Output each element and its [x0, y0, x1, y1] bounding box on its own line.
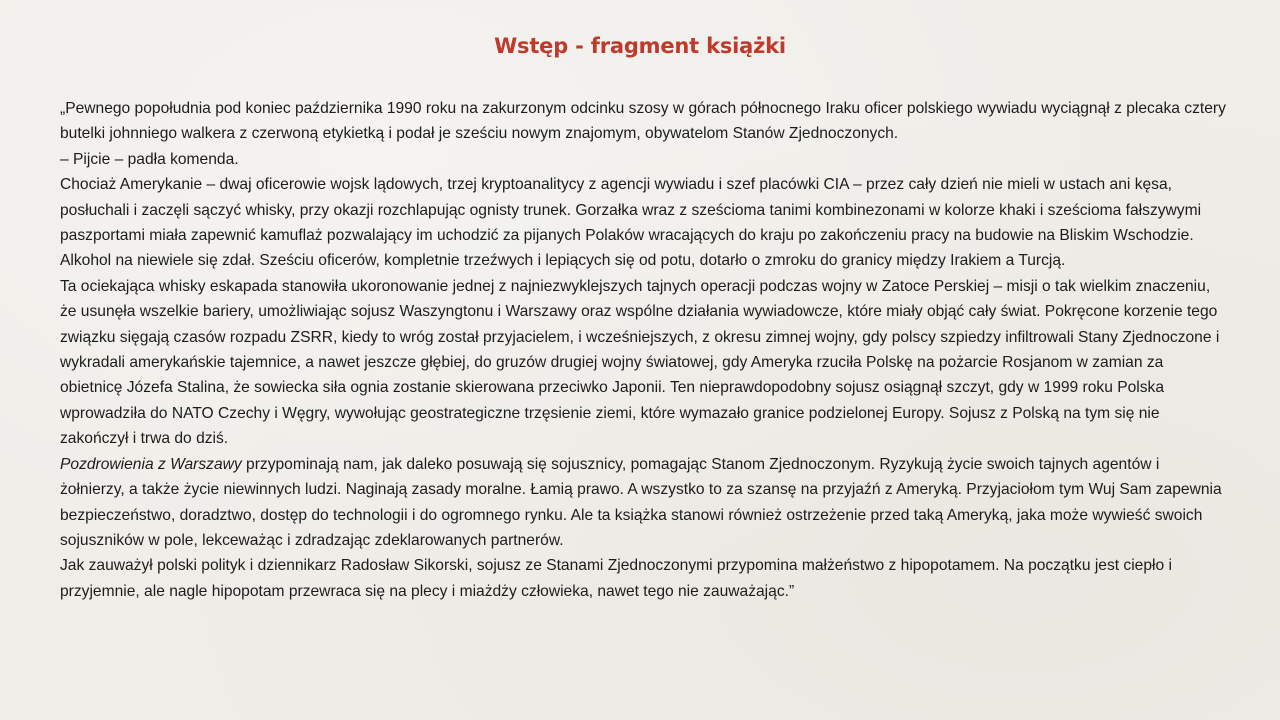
slide-body — [60, 96, 1226, 604]
book-paragraph-text: przypominają nam, jak daleko posuwają się sojusznicy, pomagając Stanom Zjednoczonym. Ryzykują życie swoich tajnych agentów i żołnierzy, a także życie niewinnych ludzi. Naginają zasady moralne. Łamią prawo. A wszystko to za szansę na przyjaźń z Ameryką. Przyjaciołom tym Wuj Sam zapewnia bezpieczeństwo, doradztwo, dostęp do technologii i do ogromnego rynku. Ale ta książka stanowi również ostrzeżenie przed taką Ameryką, jaka może wywieść swoich sojuszników w pole, lekceważąc i zdradzając zdeklarowanych partnerów. — [60, 455, 1222, 549]
slide-title: Wstęp - fragment książki — [494, 34, 786, 58]
paragraph-book — [60, 452, 1226, 554]
paragraph-operation: Ta ociekająca whisky eskapada stanowiła ukoronowanie jednej z najniezwyklejszych tajnych operacji podczas wojny w Zatoce Perskiej – misji o tak wielkim znaczeniu, że usunęła wszelkie bariery, umożliwiając sojusz Waszyngtonu i Warszawy oraz wspólne działania wywiadowcze, które miały objąć cały świat. Pokręcone korzenie tego związku sięgają czasów rozpadu ZSRR, kiedy to wróg został przyjacielem, i wcześniejszych, z okresu zimnej wojny, gdy polscy szpiedzy infiltrowali Stany Zjednoczone i wykradali amerykańskie tajemnice, a nawet jeszcze głębiej, do gruzów drugiej wojny światowej, gdy Ameryka rzuciła Polskę na pożarcie Rosjanom w zamian za obietnicę Józefa Stalina, że sowiecka siła ognia zostanie skierowana przeciwko Japonii. Ten nieprawdopodobny sojusz osiągnął szczyt, gdy w 1999 roku Polska wprowadziła do NATO Czechy i Węgry, wywołując geostrategiczne trzęsienie ziemi, które wymazało granice podzielonej Europy. Sojusz z Polską na tym się nie zakończył i trwa do dziś. — [60, 277, 1220, 448]
book-title: Pozdrowienia z Warszawy — [60, 455, 242, 473]
paragraph-intro: „Pewnego popołudnia pod koniec października 1990 roku na zakurzonym odcinku szosy w górach północnego Iraku oficer polskiego wywiadu wyciągnął z plecaka cztery butelki johnniego walkera z czerwoną etykietką i podał je sześciu nowym znajomym, obywatelom Stanów Zjednoczonych. — [60, 100, 1226, 143]
paragraph-command: – Pijcie – padła komenda. — [60, 150, 239, 168]
paragraph-sikorski: Jak zauważył polski polityk i dziennikarz Radosław Sikorski, sojusz ze Stanami Zjednoczonymi przypomina małżeństwo z hipopotamem. Na początku jest ciepło i przyjemnie, ale nagle hipopotam przewraca się na plecy i miażdży człowieka, nawet tego nie zauważając.” — [60, 557, 1172, 600]
paragraph-americans: Chociaż Amerykanie – dwaj oficerowie wojsk lądowych, trzej kryptoanalitycy z agencji wywiadu i szef placówki CIA – przez cały dzień nie mieli w ustach ani kęsa, posłuchali i zaczęli sączyć whisky, przy okazji rozchlapując ognisty trunek. Gorzałka wraz z sześcioma tanimi kombinezonami w kolorze khaki i sześcioma fałszywymi paszportami miała zapewnić kamuflaż pozwalający im uchodzić za pijanych Polaków wracających do kraju po zakończeniu pracy na budowie na Bliskim Wschodzie. Alkohol na niewiele się zdał. Sześciu oficerów, kompletnie trzeźwych i lepiących się od potu, dotarło o zmroku do granicy między Irakiem a Turcją. — [60, 176, 1202, 270]
